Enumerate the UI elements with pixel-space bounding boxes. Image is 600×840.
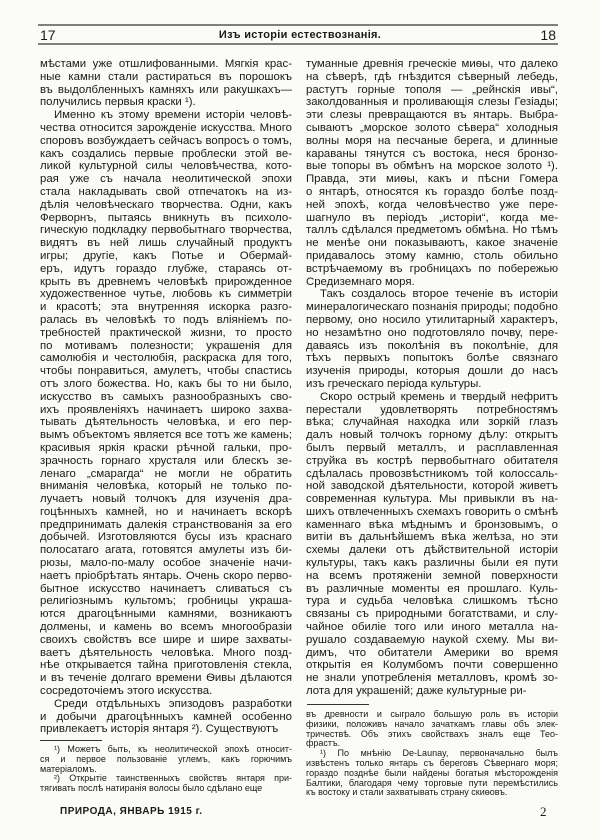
text-line: рая уже съ начала неолитической эпохи xyxy=(40,173,292,186)
text-line: получились первыя краски ¹). xyxy=(40,96,196,109)
text-line: таллъ сдѣлался предметомъ обмѣна. Но тѣмъ xyxy=(306,224,558,237)
text-line: Балтики, благодаря чему торговые пути перемѣстились xyxy=(306,778,558,788)
text-line: ¹) Можетъ быть, къ неолитической эпохѣ относит- xyxy=(54,745,292,754)
text-line: Правда, эти миѳы, какъ и пѣсни Гомера xyxy=(306,173,558,186)
paragraph xyxy=(306,391,558,698)
text-line: добычей. Изготовляются бусы изъ краснаго xyxy=(40,531,292,544)
text-line: гическую подкладку первобытнаго творчества, xyxy=(40,224,292,237)
header-rule-top xyxy=(38,24,558,26)
paragraph xyxy=(306,710,558,749)
text-line: тура и судьба человѣка слишкомъ тѣсно xyxy=(306,595,558,608)
text-line: схемы далеки отъ дѣйствительной исторіи xyxy=(306,544,558,557)
text-line: привлекаетъ исторія янтаря ²). Существуютъ xyxy=(40,723,279,736)
text-line: ихъ проявленіяхъ начинаетъ широко захва- xyxy=(40,403,292,416)
text-line: димъ, что обитатели Америки во время xyxy=(306,646,558,659)
text-line: Средиземнаго моря. xyxy=(306,275,415,288)
page-number-right: 18 xyxy=(540,27,556,43)
text-line: извѣстенъ только янтарь съ береговъ Сѣвернаго моря; xyxy=(306,758,558,768)
text-line: изъ греческаго періода культуры. xyxy=(306,377,482,390)
text-line: зрачность горнаго хрусталя или блескъ зе- xyxy=(40,454,292,467)
text-line: гоцѣнныхъ камней, но и начинаетъ вскорѣ xyxy=(40,505,292,518)
text-line: растутъ горные тополя — „рейнскія ивы“, xyxy=(306,83,558,96)
text-line: самолюбія и честолюбія, раскраска для того, xyxy=(40,352,292,365)
text-line: мѣстами уже отшлифованными. Мягкія крас- xyxy=(40,58,292,70)
text-line: первому, оно носило утилитарный характеръ, xyxy=(306,313,558,326)
text-line: тягивать послѣ натиранія волосы было сдѣлано еще xyxy=(40,784,263,794)
text-line: Ферворнъ, пытаясь вникнуть въ психоло- xyxy=(40,211,292,224)
text-line: Среди отдѣльныхъ эпизодовъ разработки xyxy=(54,697,292,710)
footnotes-left xyxy=(40,745,292,794)
text-line: тѣхъ первыхъ попытокъ болѣе связнаго xyxy=(306,352,558,365)
paragraph xyxy=(306,288,558,390)
text-line: искусство въ самыхъ разнообразныхъ сво- xyxy=(40,390,292,403)
text-line: видятъ въ ней лишь случайный продуктъ xyxy=(40,237,292,250)
text-line: шагнуло въ періодъ „исторіи“, когда ме- xyxy=(306,211,558,224)
text-line: религіознымъ культомъ; гробницы украша- xyxy=(40,595,292,608)
text-line: требностей практической жизни, то просто xyxy=(40,326,292,339)
text-line: не менѣе они показываютъ, какое значеніе xyxy=(306,237,558,250)
paragraph xyxy=(40,58,292,109)
text-line: матеріаломъ. xyxy=(40,764,97,774)
paragraph xyxy=(40,698,292,736)
text-line: эти слезы превращаются въ янтарь. Выбра- xyxy=(306,109,558,122)
text-line: своихъ свойствъ все шире и шире захваты- xyxy=(40,633,292,646)
text-line: въ различные моменты ея прошлаго. Куль- xyxy=(306,582,558,595)
header-rule-bottom xyxy=(38,43,558,45)
text-line: былъ первый металлъ, и расплавленная xyxy=(306,441,558,454)
text-line: фрастъ. xyxy=(306,739,341,749)
text-line: даваясь изъ поколѣнія въ поколѣніе, для xyxy=(306,339,558,352)
text-line: Такъ создалось второе теченіе въ исторіи xyxy=(320,288,558,301)
text-line: струйка въ кострѣ первобытнаго обитателя xyxy=(306,454,558,467)
signature-mark: 2 xyxy=(540,804,547,819)
text-line: о янтарѣ, относятся къ гораздо болѣе позд- xyxy=(306,185,558,198)
journal-footer: ПРИРОДА, ЯНВАРЬ 1915 г. xyxy=(60,806,203,817)
text-line: тывать дѣятельность человѣка, и его пер- xyxy=(40,416,292,429)
text-line: минералогическаго познанія природы; подобно xyxy=(306,301,558,314)
text-line: художественное чутье, любовь къ симметріи xyxy=(40,288,292,301)
text-line: по мотивамъ полезности; украшенія для xyxy=(40,339,292,352)
text-line: къ востоку и стали захватывать страну скиѳовъ. xyxy=(306,788,508,798)
text-line: перестали удовлетворять потребностямъ xyxy=(306,403,558,416)
text-line: на сѣверѣ, гдѣ гнѣздится сѣверный лебедь, xyxy=(306,70,558,83)
paragraph xyxy=(306,749,558,798)
text-line: чайное обиліе того или иного металла на- xyxy=(306,621,558,634)
text-line: отъ злого божества. Но, какъ бы то ни было, xyxy=(40,377,292,390)
text-line: Именно къ этому времени исторіи человѣ- xyxy=(54,109,292,122)
footnotes-right xyxy=(306,710,558,798)
paragraph xyxy=(306,58,558,288)
text-line: гораздо позднѣе были найдены богатыя мѣсторожденія xyxy=(306,768,558,778)
paragraph xyxy=(40,109,292,698)
text-line: красивыя яркія краски рѣчной гальки, про- xyxy=(40,441,292,454)
text-line: изученія природы, которыя дошли до насъ xyxy=(306,365,558,378)
left-column xyxy=(40,58,292,736)
text-line: караваны тянутся съ востока, неся бронзо- xyxy=(306,147,558,160)
text-line: физики, положивъ начало зачаткамъ главы объ элек- xyxy=(306,719,558,729)
text-line: и добычи драгоцѣнныхъ камней особенно xyxy=(40,710,292,723)
text-line: ной заводской дѣятельности, которой живетъ xyxy=(306,480,558,493)
text-line: споровъ возбуждаетъ сейчасъ вопросъ о томъ, xyxy=(40,134,292,147)
text-line: стала накладывать свой отпечатокъ на из- xyxy=(40,185,292,198)
text-line: какъ создались первые проблески этой ве- xyxy=(40,147,292,160)
text-line: долмены, и камень во всемъ многообразіи xyxy=(40,621,292,634)
text-line: вѣка; случайная находка или зоркій глазъ xyxy=(306,416,558,429)
text-line: связаны съ природными богатствами, и слу- xyxy=(306,608,558,621)
text-line: въ выдолбленныхъ камняхъ или ракушкахъ— xyxy=(40,83,292,96)
text-line: въ древности и сыграло большую роль въ исторіи xyxy=(306,710,558,719)
text-line: сываютъ „морское золото сѣвера“ холодныя xyxy=(306,121,558,134)
running-title: Изъ исторіи естествознанія. xyxy=(218,29,382,41)
text-line: предпринимать далекія странствованія за его xyxy=(40,518,292,531)
text-line: ные камни стали растираться въ порошокъ xyxy=(40,70,292,83)
text-line: сосредоточіемъ этого искусства. xyxy=(40,685,213,698)
text-line: заколдованныя и проливающія слезы Гезіады; xyxy=(306,96,558,109)
text-line: встрѣчаемому въ гробницахъ по побережью xyxy=(306,262,558,275)
text-line: ралась въ человѣкѣ то подъ вліяніемъ по- xyxy=(40,313,292,326)
text-line: на всемъ протяженіи земной поверхности xyxy=(306,569,558,582)
footnote-separator-right xyxy=(307,704,369,705)
text-line: но незамѣтно оно подготовляло почву, пере- xyxy=(306,326,558,339)
text-line: культуры, такъ какъ различны были ея пути xyxy=(306,557,558,570)
text-line: лучаетъ новый толчокъ для изученія дра- xyxy=(40,493,292,506)
text-line: вымъ объектомъ является все тотъ же камень; xyxy=(40,429,292,442)
text-line: крыть въ древнемъ человѣкѣ прирожденное xyxy=(40,275,292,288)
page-number-left: 17 xyxy=(40,27,56,43)
text-line: полосатаго агата, готовятся амулеты изъ би- xyxy=(40,544,292,557)
text-line: лота для украшеній; даже культурные ри- xyxy=(306,685,527,698)
text-line: ленаго „смарагда“ не могли не обратить xyxy=(40,467,292,480)
text-line: шихъ отвлеченныхъ схемахъ говорить о смѣнѣ xyxy=(306,505,558,518)
text-line: витіи въ дальнѣйшемъ вѣка желѣза, но эти xyxy=(306,531,558,544)
text-line: ваетъ дѣятельность человѣка. Много позд- xyxy=(40,646,292,659)
text-line: ней эпохѣ, когда человѣчество уже пере- xyxy=(306,198,558,211)
text-line: и въ теченіе долгаго времени Ѳивы дѣлаются xyxy=(40,672,292,685)
text-line: волны моря на песчаные берега, и длинные xyxy=(306,134,558,147)
text-line: каменнаго вѣка мѣднымъ и бронзовымъ, о xyxy=(306,518,558,531)
text-line: вниманія человѣка, который не только по- xyxy=(40,480,292,493)
text-line: Скоро острый кремень и твердый нефритъ xyxy=(320,390,558,403)
text-line: наетъ пріобрѣтать янтарь. Очень скоро перво- xyxy=(40,569,292,582)
text-line: ся и первое пользованіе углемъ, какъ горючимъ xyxy=(40,754,292,764)
text-line: вые топоры въ обмѣнъ на морское золото ¹). xyxy=(306,160,558,173)
text-line: и красотѣ; эта внутренняя искорка разго- xyxy=(40,301,292,314)
text-line: рюзы, мало-по-малу особое значеніе начи- xyxy=(40,557,292,570)
text-line: ²) Открытіе таинственныхъ свойствъ янтаря при- xyxy=(54,774,292,784)
text-line: нѣе открывается тайна приготовленія стекла, xyxy=(40,659,292,672)
text-line: игры; другіе, какъ Потье и Обермай- xyxy=(40,249,292,262)
text-line: ликой культурной силы человѣчества, кото- xyxy=(40,160,292,173)
text-line: чества относится зарожденіе искусства. Много xyxy=(40,121,292,134)
paragraph xyxy=(40,745,292,774)
text-line: открытія ея Колумбомъ почти совершенно xyxy=(306,659,558,672)
text-line: ются драгоцѣнными камнями, возникаютъ xyxy=(40,608,292,621)
text-line: туманные древнія греческіе миѳы, что далеко xyxy=(306,58,558,70)
footnote-separator-left xyxy=(40,740,102,741)
text-line: еръ, идутъ гораздо глубже, стараясь от- xyxy=(40,262,292,275)
paragraph xyxy=(40,774,292,794)
text-line: чтобы понравиться, амулетъ, чтобы спастись xyxy=(40,365,292,378)
text-line: далъ новый толчокъ горному дѣлу: открытъ xyxy=(306,429,558,442)
text-line: тричествѣ. Объ этихъ свойствахъ зналъ еще Тео- xyxy=(306,729,558,739)
text-line: современная культура. Мы привыкли въ на- xyxy=(306,493,558,506)
text-line: рушало создаваемую наукой схему. Мы ви- xyxy=(306,633,558,646)
text-line: дѣлія человѣческаго творчества. Одни, какъ xyxy=(40,198,292,211)
text-line: сдѣлалась провозвѣстникомъ той колоссаль- xyxy=(306,467,558,480)
right-column xyxy=(306,58,558,698)
text-line: ¹) По мнѣнію De-Launay, первоначально былъ xyxy=(320,749,558,759)
text-line: не знали употребленія металловъ, кромѣ зо- xyxy=(306,672,558,685)
text-line: бытное искусство начинаетъ сливаться съ xyxy=(40,582,292,595)
text-line: придавалось этому камню, столь обильно xyxy=(306,249,558,262)
